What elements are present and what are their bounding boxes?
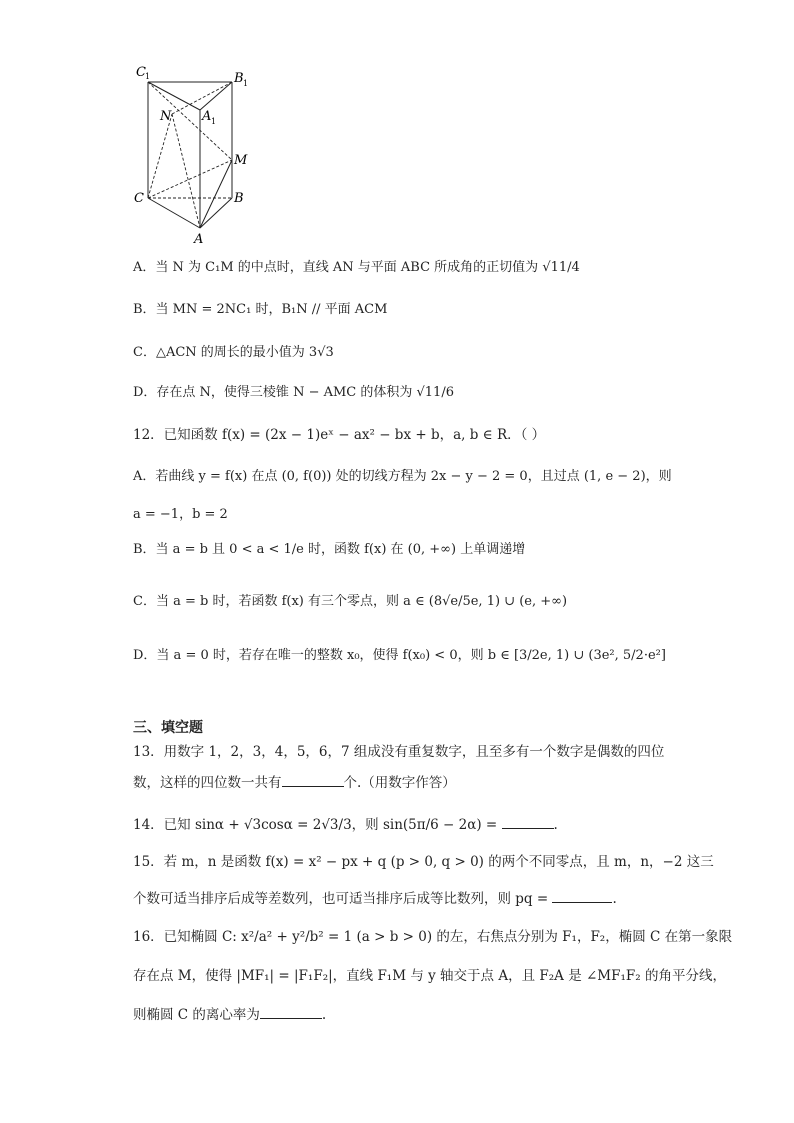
section-title-fill-in: 三、填空题 — [133, 720, 203, 736]
edge-a-m — [200, 160, 232, 228]
q14-line — [133, 814, 754, 835]
q12-option-c: C．当 a = b 时，若函数 f(x) 有三个零点，则 a ∈ (8√e/5e, 1) ∪ (e, +∞) — [133, 594, 568, 609]
q12-option-a-line2: a = −1，b = 2 — [133, 507, 228, 522]
label-c1-sub: 1 — [145, 72, 151, 81]
q15-line2-text: 个数可适当排序后成等差数列，也可适当排序后成等比数列，则 pq = — [133, 891, 549, 907]
label-a1-sub: 1 — [211, 117, 217, 126]
q12-option-a-line1: A．若曲线 y = f(x) 在点 (0, f(0)) 处的切线方程为 2x − y − 2 = 0，且过点 (1, e − 2)，则 — [133, 469, 672, 484]
label-b: B — [234, 191, 244, 206]
q13-answer-blank[interactable] — [282, 772, 344, 787]
q14-text: 14．已知 sinα + √3cosα = 2√3/3，则 sin(5π/6 − 2α) = — [133, 817, 498, 833]
q12-option-b: B．当 a = b 且 0 < a < 1/e 时，函数 f(x) 在 (0, +∞) 上单调递增 — [133, 542, 526, 557]
edge-n-a-hidden — [172, 114, 200, 228]
q12-option-d: D．当 a = 0 时，若存在唯一的整数 x₀，使得 f(x₀) < 0，则 b ∈ [3/2e, 1) ∪ (3e², 5/2·e²] — [133, 648, 666, 663]
edge-a-b — [200, 198, 232, 228]
q16-line1: 16．已知椭圆 C: x²/a² + y²/b² = 1 (a > b > 0) 的左，右焦点分别为 F₁，F₂，椭圆 C 在第一象限 — [133, 929, 733, 945]
q11-option-b: B．当 MN = 2NC₁ 时，B₁N // 平面 ACM — [133, 302, 388, 317]
q16-line3 — [133, 1004, 754, 1025]
q16-line3-text: 则椭圆 C 的离心率为 — [133, 1007, 260, 1023]
q15-answer-blank[interactable] — [552, 888, 612, 903]
q16-line2: 存在点 M，使得 |MF₁| = |F₁F₂|，直线 F₁M 与 y 轴交于点 A，且 F₂A 是 ∠MF₁F₂ 的角平分线， — [133, 968, 726, 984]
q13-line1: 13．用数字 1，2，3，4，5，6，7 组成没有重复数字，且至多有一个数字是偶数的四位 — [133, 744, 665, 760]
q11-option-d: D．存在点 N，使得三棱锥 N − AMC 的体积为 √11/6 — [133, 385, 454, 400]
edge-c-a — [148, 198, 200, 228]
q16-line3-end: . — [321, 1007, 327, 1023]
q13-line2 — [133, 772, 754, 793]
q13-line2-end: 个.（用数字作答） — [343, 775, 456, 791]
prism-figure — [120, 58, 270, 248]
label-b1: B — [234, 71, 244, 86]
label-a1: A — [202, 109, 212, 124]
q16-answer-blank[interactable] — [260, 1004, 322, 1019]
label-b1-sub: 1 — [243, 79, 249, 88]
label-m: M — [234, 153, 248, 168]
q11-option-a: A．当 N 为 C₁M 的中点时，直线 AN 与平面 ABC 所成角的正切值为 √11/4 — [133, 260, 580, 275]
label-c: C — [134, 191, 144, 206]
q11-option-c: C．△ACN 的周长的最小值为 3√3 — [133, 345, 334, 360]
q15-line2 — [133, 888, 754, 909]
q15-line1: 15．若 m，n 是函数 f(x) = x² − px + q (p > 0, q > 0) 的两个不同零点，且 m，n，−2 这三 — [133, 854, 714, 870]
q13-line2-text: 数，这样的四位数一共有 — [133, 775, 282, 791]
label-a: A — [194, 232, 204, 247]
label-n: N — [160, 109, 172, 124]
edge-c-m-hidden — [148, 160, 232, 198]
edge-c-n-hidden — [148, 114, 172, 198]
q14-answer-blank[interactable] — [502, 814, 554, 829]
q12-stem: 12．已知函数 f(x) = (2x − 1)eˣ − ax² − bx + b，a, b ∈ R．（ ） — [133, 427, 546, 443]
q14-end: . — [553, 817, 558, 833]
label-c1: C — [136, 65, 146, 80]
q15-line2-end: . — [612, 891, 617, 907]
